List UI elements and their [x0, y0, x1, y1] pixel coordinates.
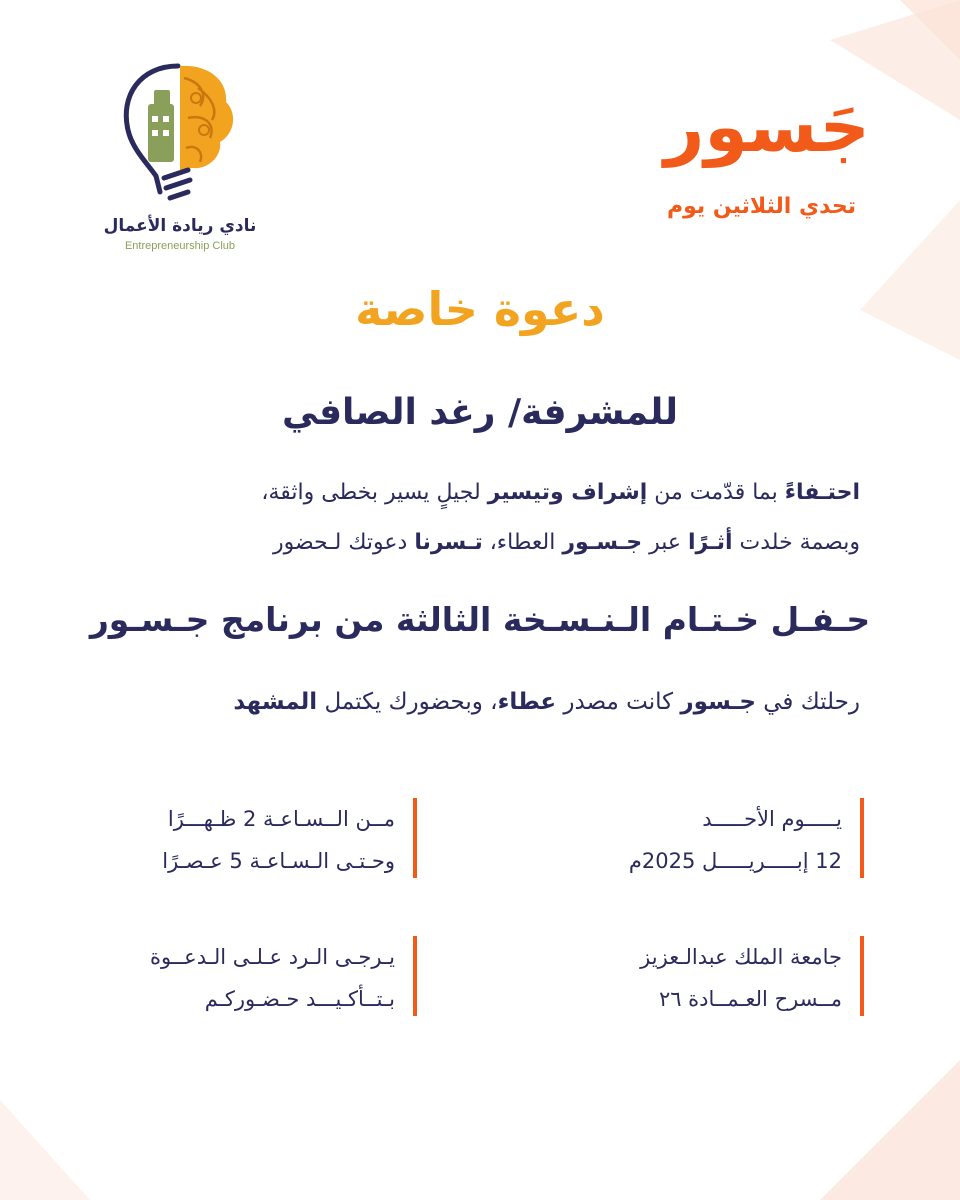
brand-logo — [640, 86, 870, 252]
venue-university: جامعة الملك عبدالـعزيز — [640, 945, 842, 969]
event-name: حـفـل خـتـام الـنـسـخة الثالثة من برنامج جـسـور — [89, 600, 871, 639]
intro-bold-text: جـسـور — [562, 530, 643, 555]
intro-text: وبصمة خلدت — [732, 530, 860, 555]
intro-text: العطاء، — [482, 530, 563, 555]
rsvp-block — [95, 936, 417, 1016]
closing-text: ، وبحضورك يكتمل — [317, 689, 498, 715]
closing-text: رحلتك في — [755, 689, 860, 715]
invitation-title: دعوة خاصة — [355, 282, 605, 336]
closing-bold-text: عطاء — [497, 689, 557, 715]
event-day: يـــــوم الأحـــــد — [702, 807, 842, 831]
brand-tagline: تحدي الثلاثين يوم — [666, 194, 856, 219]
venue-theater: مــسرح العـمــادة ٢٦ — [658, 987, 842, 1011]
intro-text: دعوتك لـحضور — [272, 530, 415, 555]
event-start-time: مــن الــسـاعـة 2 ظـهـــرًا — [167, 807, 395, 831]
intro-bold-text: تـسرنا — [414, 530, 483, 555]
closing-bold-text: جـسور — [680, 689, 756, 715]
intro-bold-text: أثـرًا — [687, 530, 733, 555]
intro-text: لجيلٍ يسير بخطى واثقة، — [261, 480, 488, 505]
intro-bold-text: إشراف وتيسير — [487, 480, 648, 505]
closing-bold-text: المشهد — [233, 689, 318, 715]
closing-line — [80, 686, 860, 718]
intro-text: بما قدّمت من — [647, 480, 785, 505]
event-end-time: وحـتـى الـسـاعـة 5 عـصـرًا — [162, 849, 395, 873]
intro-text: عبر — [642, 530, 688, 555]
intro-line-1 — [80, 478, 860, 509]
club-name-arabic: نادي ريادة الأعمال — [103, 216, 257, 236]
rsvp-line-1: يـرجـى الـرد عـلـى الـدعــوة — [150, 945, 395, 969]
rsvp-line-2: بـتــأكـيـــد حـضـوركـم — [204, 987, 395, 1011]
event-date-block — [542, 798, 864, 878]
intro-bold-text: احتـفاءً — [784, 480, 860, 505]
recipient-name: للمشرفة/ رغد الصافي — [282, 392, 678, 433]
closing-text: كانت مصدر — [556, 689, 681, 715]
club-name-english: Entrepreneurship Club — [124, 240, 236, 252]
lightbulb-brain-icon — [100, 58, 260, 208]
event-venue-block — [542, 936, 864, 1016]
intro-line-2 — [80, 528, 860, 559]
event-time-block — [95, 798, 417, 878]
club-logo — [100, 58, 260, 258]
event-date: 12 إبـــــريـــــل 2025م — [628, 849, 842, 873]
brand-name: جَسور — [664, 86, 870, 168]
